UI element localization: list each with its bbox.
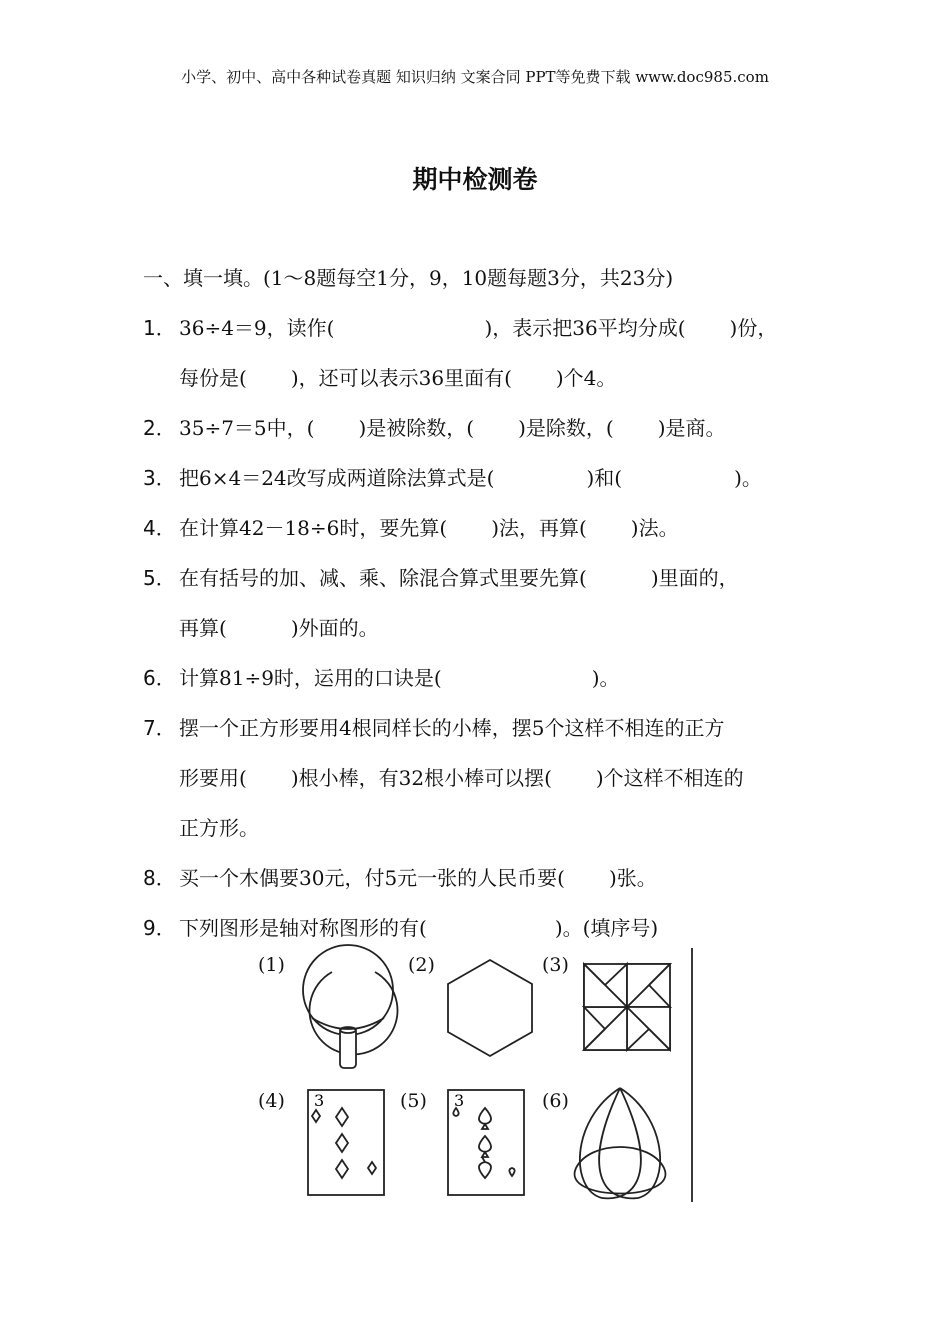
question-text: 再算( (179, 616, 227, 640)
question-5 (143, 562, 739, 591)
question-text: 计算81÷9时，运用的口诀是( (179, 666, 442, 690)
question-text: )。(填序号) (554, 916, 659, 940)
question-number: 5． (143, 566, 176, 590)
question-text: 每份是( (179, 366, 247, 390)
question-1-continued (179, 362, 616, 391)
figure-label-2: (2) (408, 954, 435, 976)
question-7-continued (179, 812, 259, 841)
question-text: )是除数，( (518, 416, 614, 440)
question-5-continued (179, 612, 379, 641)
question-text: )，表示把36平均分成( (484, 316, 686, 340)
figure-label-6: (6) (542, 1090, 569, 1112)
question-number: 3． (143, 466, 176, 490)
question-text: )。 (734, 466, 762, 490)
question-2 (143, 412, 726, 441)
question-text: )根小棒，有32根小棒可以摆( (290, 766, 552, 790)
question-text: )法，再算( (491, 516, 587, 540)
question-1 (143, 312, 777, 341)
figure-label-5: (5) (400, 1090, 427, 1112)
question-text: )和( (586, 466, 623, 490)
figure-label-3: (3) (542, 954, 569, 976)
hexagon-shape (448, 960, 532, 1056)
question-text: )外面的。 (290, 616, 379, 640)
question-number: 9． (143, 916, 176, 940)
question-text: )个4。 (555, 366, 617, 390)
question-8 (143, 862, 657, 891)
question-number: 1． (143, 316, 176, 340)
figure-label-1: (1) (258, 954, 285, 976)
section-heading: 一、填一填。(1～8题每空1分，9，10题每题3分，共23分) (143, 266, 674, 290)
question-text: 摆一个正方形要用4根同样长的小棒，摆5个这样不相连的正方 (179, 716, 725, 740)
question-text: )个这样不相连的 (595, 766, 744, 790)
question-text: )是商。 (657, 416, 726, 440)
question-text: 下列图形是轴对称图形的有( (179, 916, 427, 940)
question-text: 买一个木偶要30元，付5元一张的人民币要( (179, 866, 565, 890)
question-text: 把6×4＝24改写成两道除法算式是( (179, 466, 495, 490)
figures-svg (240, 940, 700, 1210)
card-digit: 3 (454, 1091, 465, 1110)
question-text: 在有括号的加、减、乘、除混合算式里要先算( (179, 566, 587, 590)
question-6 (143, 662, 620, 691)
triquetra-shape (575, 1088, 666, 1198)
question-text: )，还可以表示36里面有( (290, 366, 512, 390)
page-header: 小学、初中、高中各种试卷真题 知识归纳 文案合同 PPT等免费下载 www.doc985.com (181, 68, 769, 86)
question-text: 36÷4＝9，读作( (179, 316, 335, 340)
question-number: 4． (143, 516, 176, 540)
question-text: )份， (729, 316, 778, 340)
question-text: 形要用( (179, 766, 247, 790)
question-number: 2． (143, 416, 176, 440)
question-text: )里面的， (650, 566, 739, 590)
card-digit: 3 (314, 1091, 325, 1110)
fan-shape (303, 945, 398, 1068)
question-number: 8． (143, 866, 176, 890)
question-text: )。 (591, 666, 620, 690)
question-text: 在计算42－18÷6时，要先算( (179, 516, 448, 540)
question-text: 正方形。 (179, 816, 259, 840)
question-text: 35÷7＝5中，( (179, 416, 315, 440)
pinwheel-shape (584, 964, 670, 1050)
figure-panel (240, 940, 700, 1210)
question-text: )张。 (608, 866, 657, 890)
question-9 (143, 912, 658, 941)
question-4 (143, 512, 679, 541)
question-7 (143, 712, 724, 741)
question-number: 6． (143, 666, 176, 690)
page-title: 期中检测卷 (412, 165, 538, 194)
question-text: )法。 (630, 516, 679, 540)
question-3 (143, 462, 762, 491)
question-7-continued (179, 762, 744, 791)
question-text: )是被除数，( (358, 416, 475, 440)
question-number: 7． (143, 716, 176, 740)
figure-label-4: (4) (258, 1090, 285, 1112)
